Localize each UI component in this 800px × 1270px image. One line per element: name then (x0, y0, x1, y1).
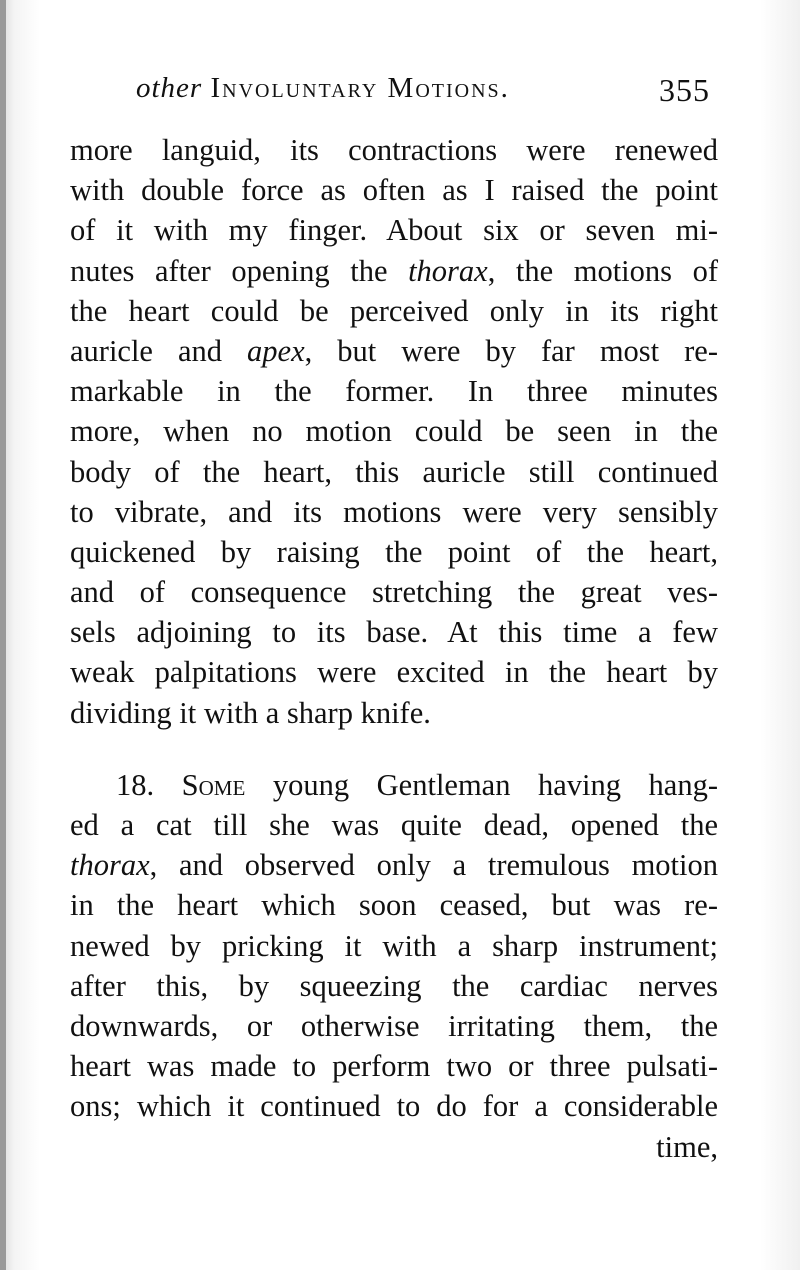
text-line: dividing it with a sharp knife. (70, 695, 431, 730)
paragraph-gap (70, 733, 718, 765)
text-line: weak palpitations were excited in the heart by (70, 655, 718, 690)
section-number: 18. (116, 767, 155, 802)
page-spine (0, 0, 6, 1270)
text-line (70, 331, 718, 371)
text-line: of it with my finger. About six or seven mi- (70, 213, 718, 248)
text-line (70, 845, 718, 885)
text-line (70, 251, 718, 291)
page-number: 355 (659, 72, 710, 108)
body-text (70, 130, 718, 1167)
text-line: more, when no motion could be seen in the (70, 414, 718, 449)
text-segment: , and observed only a tremulous motion (149, 848, 718, 883)
catchword: time, (656, 1129, 718, 1164)
italic-term: thorax (70, 848, 150, 883)
text-segment: , the motions of (487, 253, 719, 288)
text-segment: young Gentleman having hang- (272, 767, 719, 802)
text-line: newed by pricking it with a sharp instrument; (70, 928, 718, 963)
text-line: heart was made to perform two or three pulsati- (70, 1049, 718, 1084)
text-line: in the heart which soon ceased, but was re- (70, 888, 718, 923)
header-prefix: other (136, 72, 203, 104)
text-line: markable in the former. In three minutes (70, 374, 718, 409)
text-line: sels adjoining to its base. At this time a few (70, 615, 718, 650)
header-title: Involuntary Motions. (210, 72, 510, 104)
text-line: more languid, its contractions were renewed (70, 133, 718, 167)
text-line: the heart could be perceived only in its right (70, 293, 718, 328)
text-line: after this, by squeezing the cardiac nerves (70, 968, 718, 1003)
text-line: to vibrate, and its motions were very sensibly (70, 494, 718, 529)
text-line: with double force as often as I raised the point (70, 173, 718, 208)
text-line: quickened by raising the point of the heart, (70, 534, 718, 569)
italic-term: thorax (408, 253, 488, 288)
running-header (136, 72, 716, 122)
text-segment: nutes after opening the (70, 253, 388, 288)
text-line: and of consequence stretching the great ves- (70, 575, 718, 610)
text-line (70, 765, 718, 805)
text-line: ed a cat till she was quite dead, opened the (70, 808, 718, 842)
text-segment: auricle and (70, 333, 223, 368)
text-line: downwards, or otherwise irritating them, the (70, 1008, 718, 1043)
text-segment: , but were by far most re- (304, 333, 718, 368)
text-line: body of the heart, this auricle still continued (70, 454, 718, 489)
lead-word: Some (181, 767, 246, 802)
text-line: ons; which it continued to do for a considerable (70, 1089, 718, 1124)
italic-term: apex (247, 333, 305, 368)
